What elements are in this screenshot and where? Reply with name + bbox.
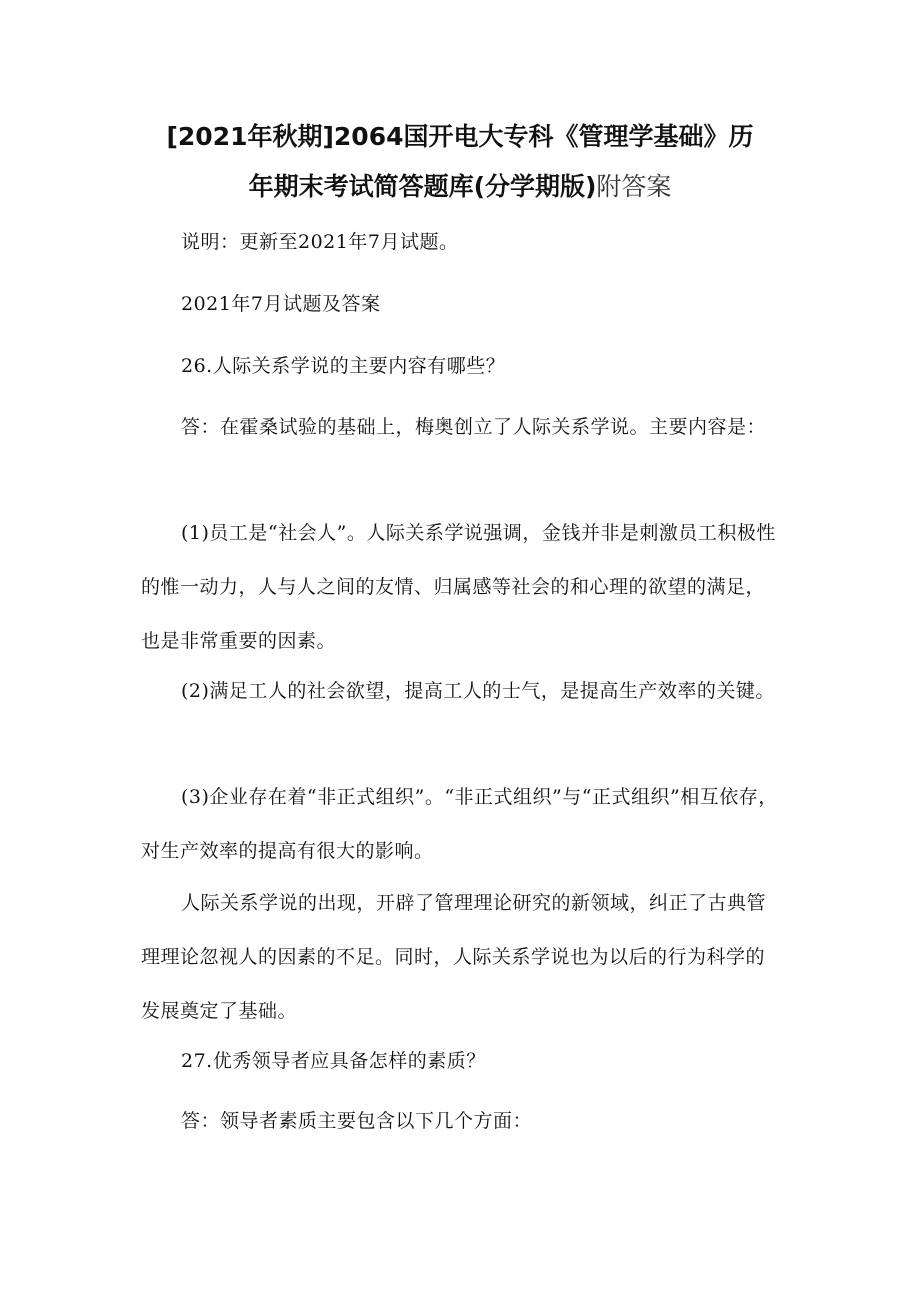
answer-26-intro: 答：在霍桑试验的基础上，梅奥创立了人际关系学说。主要内容是： [181, 416, 767, 438]
document-title-line-1: [2021年秋期]2064国开电大专科《管理学基础》历 [166, 122, 754, 151]
answer-26-point-3: (3)企业存在着“非正式组织”。“非正式组织”与“正式组织”相互依存，对生产效率的提高有很大的影响。 [141, 786, 778, 862]
section-heading: 2021年7月试题及答案 [181, 293, 381, 315]
question-27: 27.优秀领导者应具备怎样的素质？ [181, 1050, 486, 1072]
answer-26-point-1: (1)员工是“社会人”。人际关系学说强调，金钱并非是刺激员工积极性的惟一动力，人与人之间的友情、归属感等社会的和心理的欲望的满足，也是非常重要的因素。 [141, 522, 776, 652]
document-title-suffix: 附答案 [596, 172, 672, 201]
question-26: 26.人际关系学说的主要内容有哪些？ [181, 355, 506, 377]
document-title-line-2 [100, 164, 820, 210]
document-title-main: 年期末考试简答题库(分学期版) [248, 172, 597, 201]
answer-27-intro: 答：领导者素质主要包含以下几个方面： [181, 1110, 533, 1132]
answer-26-point-2: (2)满足工人的社会欲望，提高工人的士气，是提高生产效率的关键。 [181, 680, 775, 702]
answer-26-summary: 人际关系学说的出现，开辟了管理理论研究的新领域，纠正了古典管理理论忽视人的因素的不足。同时，人际关系学说也为以后的行为科学的发展奠定了基础。 [141, 892, 767, 1022]
update-note: 说明：更新至2021年7月试题。 [181, 231, 459, 253]
